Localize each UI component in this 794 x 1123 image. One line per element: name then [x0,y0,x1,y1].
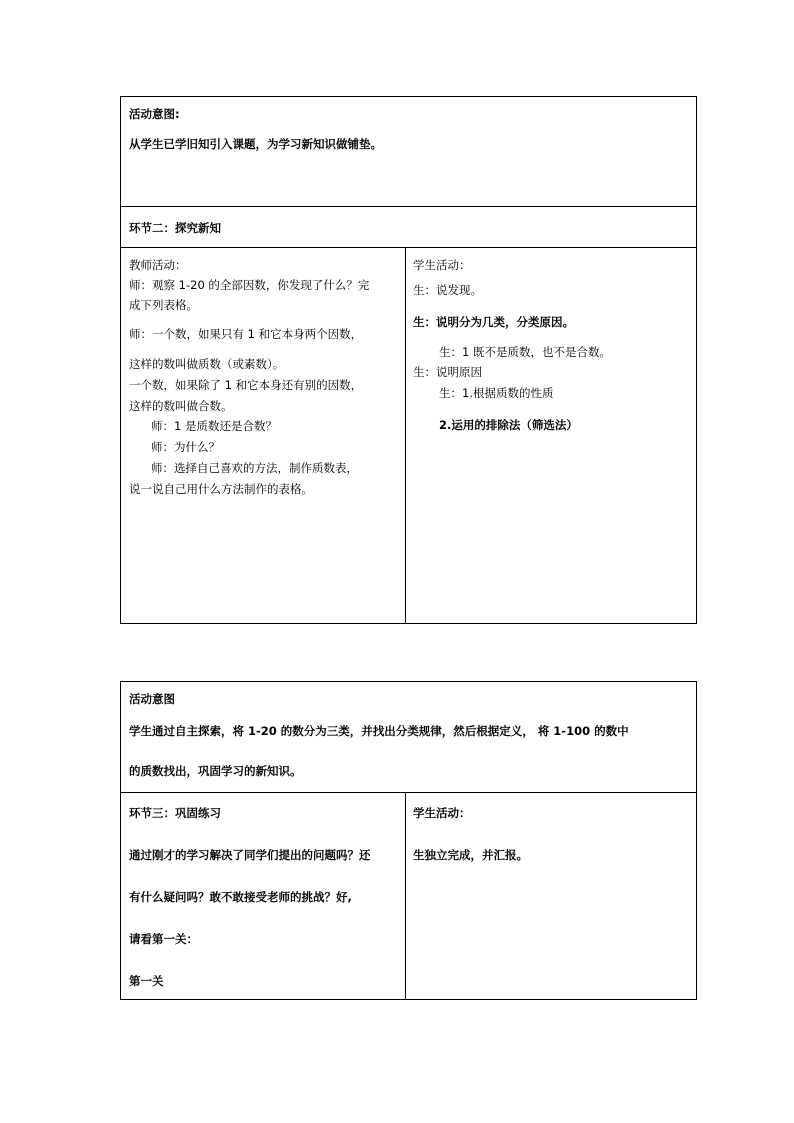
student-line: 生独立完成，并汇报。 [413,848,528,862]
student-line: 2.运用的排除法（筛选法） [439,418,578,432]
student-line: 生：说明分为几类，分类原因。 [413,315,574,329]
practice-line: 第一关 [129,974,164,988]
intent-line: 学生通过自主探索，将 1-20 的数分为三类，并找出分类规律，然后根据定义， 将 1-100 的数中 [129,724,629,738]
teacher-line: 师：1 是质数还是合数？ [151,419,277,433]
practice-line: 通过刚才的学习解决了同学们提出的问题吗？还 [129,848,371,862]
teacher-line: 师：观察 1-20 的全部因数，你发现了什么？完 [129,278,370,292]
column-divider [405,792,406,999]
teacher-activity-title: 教师活动： [129,258,187,272]
intent-title: 活动意图: [129,107,180,121]
student-activity-title: 学生活动： [413,806,471,820]
teacher-line: 这样的数叫做合数。 [129,399,233,413]
intent-line: 的质数找出，巩固学习的新知识。 [129,764,302,778]
intent-body: 从学生已学旧知引入课题，为学习新知识做铺垫。 [129,137,382,151]
section-title: 环节三：巩固练习 [129,806,221,820]
lesson-table-1 [120,96,697,624]
student-line: 生：说明原因 [413,365,482,379]
student-line: 生：说发现。 [413,283,482,297]
teacher-line: 说一说自己用什么方法制作的表格。 [129,482,313,496]
section-title: 环节二：探究新知 [129,221,221,235]
practice-line: 有什么疑问吗？敢不敢接受老师的挑战？好, [129,890,352,904]
row-divider [121,206,696,207]
student-line: 生：1 既不是质数，也不是合数。 [439,345,611,359]
intent-title: 活动意图 [129,692,175,706]
student-line: 生：1.根据质数的性质 [439,386,554,400]
column-divider [405,247,406,623]
teacher-line: 师：选择自己喜欢的方法，制作质数表， [151,461,358,475]
row-divider [121,792,696,793]
teacher-line: 师：为什么？ [151,440,220,454]
row-divider [121,247,696,248]
student-activity-title: 学生活动： [413,258,471,272]
teacher-line: 一个数，如果除了 1 和它本身还有别的因数， [129,378,363,392]
teacher-line: 师：一个数，如果只有 1 和它本身两个因数， [129,327,363,341]
teacher-line: 这样的数叫做质数（或素数）。 [129,357,285,371]
practice-line: 请看第一关： [129,932,198,946]
teacher-line: 成下列表格。 [129,298,198,312]
lesson-table-2 [120,681,697,1000]
